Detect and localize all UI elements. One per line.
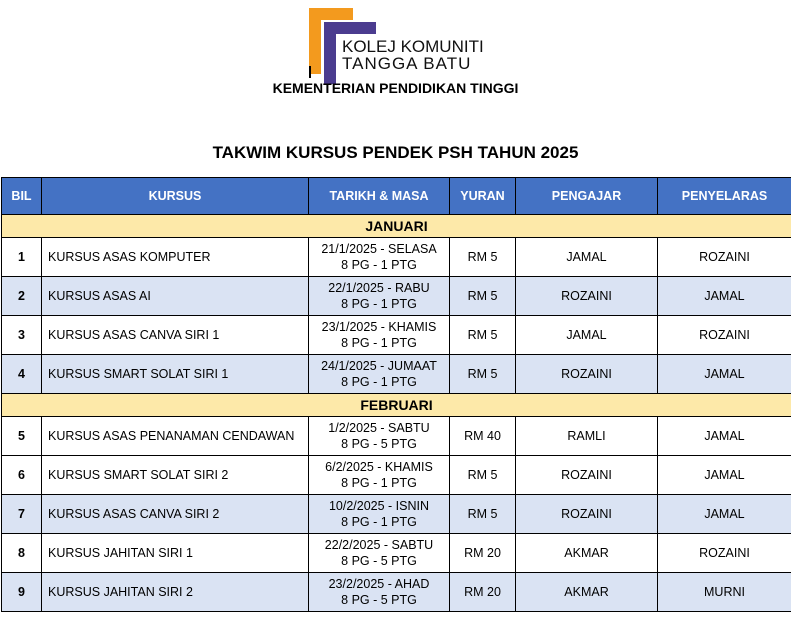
cell-bil: 7: [2, 495, 42, 534]
cell-bil: 1: [2, 238, 42, 277]
cell-tarikh-masa: [309, 355, 450, 394]
column-header-penyelaras: PENYELARAS: [658, 178, 791, 215]
table-body: [2, 215, 791, 612]
cell-pengajar: JAMAL: [516, 316, 658, 355]
month-row: [2, 394, 791, 417]
cell-tarikh: 10/2/2025 - ISNIN: [328, 499, 430, 513]
cell-penyelaras: ROZAINI: [658, 534, 791, 573]
logo-tick: [309, 66, 311, 78]
column-header-bil: BIL: [2, 178, 42, 215]
month-label: JANUARI: [2, 215, 791, 238]
cell-masa: 8 PG - 5 PTG: [341, 593, 417, 607]
cell-pengajar: ROZAINI: [516, 277, 658, 316]
cell-kursus: KURSUS ASAS PENANAMAN CENDAWAN: [42, 417, 309, 456]
cell-penyelaras: JAMAL: [658, 495, 791, 534]
cell-masa: 8 PG - 1 PTG: [341, 515, 417, 529]
cell-yuran: RM 5: [450, 238, 516, 277]
cell-tarikh-masa: [309, 238, 450, 277]
cell-kursus: KURSUS SMART SOLAT SIRI 1: [42, 355, 309, 394]
cell-masa: 8 PG - 1 PTG: [341, 258, 417, 272]
cell-yuran: RM 5: [450, 495, 516, 534]
cell-bil: 3: [2, 316, 42, 355]
cell-bil: 9: [2, 573, 42, 612]
cell-pengajar: AKMAR: [516, 534, 658, 573]
cell-kursus: KURSUS JAHITAN SIRI 2: [42, 573, 309, 612]
cell-penyelaras: ROZAINI: [658, 316, 791, 355]
cell-bil: 4: [2, 355, 42, 394]
cell-kursus: KURSUS JAHITAN SIRI 1: [42, 534, 309, 573]
cell-tarikh-masa: [309, 316, 450, 355]
cell-pengajar: RAMLI: [516, 417, 658, 456]
table-row: [2, 238, 791, 277]
cell-masa: 8 PG - 1 PTG: [341, 476, 417, 490]
cell-tarikh-masa: [309, 573, 450, 612]
table-row: [2, 573, 791, 612]
cell-masa: 8 PG - 1 PTG: [341, 375, 417, 389]
cell-tarikh: 1/2/2025 - SABTU: [328, 421, 430, 435]
cell-tarikh: 23/2/2025 - AHAD: [328, 577, 430, 591]
column-header-pengajar: PENGAJAR: [516, 178, 658, 215]
cell-pengajar: ROZAINI: [516, 495, 658, 534]
cell-bil: 8: [2, 534, 42, 573]
cell-pengajar: AKMAR: [516, 573, 658, 612]
cell-yuran: RM 40: [450, 417, 516, 456]
cell-tarikh-masa: [309, 534, 450, 573]
cell-tarikh: 22/1/2025 - RABU: [328, 281, 430, 295]
table-row: [2, 417, 791, 456]
cell-tarikh-masa: [309, 277, 450, 316]
cell-tarikh: 24/1/2025 - JUMAAT: [321, 359, 437, 373]
cell-pengajar: ROZAINI: [516, 456, 658, 495]
ministry-name: KEMENTERIAN PENDIDIKAN TINGGI: [272, 80, 519, 96]
column-header-kursus: KURSUS: [42, 178, 309, 215]
table-header-row: [2, 178, 791, 215]
logo-text-line2: TANGGA BATU: [342, 54, 472, 73]
cell-bil: 6: [2, 456, 42, 495]
cell-kursus: KURSUS ASAS CANVA SIRI 1: [42, 316, 309, 355]
cell-bil: 5: [2, 417, 42, 456]
table-row: [2, 316, 791, 355]
cell-tarikh: 23/1/2025 - KHAMIS: [321, 320, 437, 334]
cell-masa: 8 PG - 1 PTG: [341, 297, 417, 311]
cell-penyelaras: JAMAL: [658, 355, 791, 394]
logo-text-line1: KOLEJ KOMUNITI: [342, 37, 484, 56]
cell-tarikh-masa: [309, 417, 450, 456]
cell-pengajar: ROZAINI: [516, 355, 658, 394]
cell-masa: 8 PG - 5 PTG: [341, 437, 417, 451]
cell-yuran: RM 20: [450, 573, 516, 612]
cell-kursus: KURSUS SMART SOLAT SIRI 2: [42, 456, 309, 495]
cell-penyelaras: JAMAL: [658, 417, 791, 456]
column-header-tarikh: TARIKH & MASA: [309, 178, 450, 215]
cell-yuran: RM 5: [450, 355, 516, 394]
table-row: [2, 534, 791, 573]
cell-penyelaras: JAMAL: [658, 456, 791, 495]
cell-kursus: KURSUS ASAS AI: [42, 277, 309, 316]
cell-kursus: KURSUS ASAS KOMPUTER: [42, 238, 309, 277]
cell-tarikh: 21/1/2025 - SELASA: [321, 242, 437, 256]
cell-tarikh-masa: [309, 495, 450, 534]
column-header-yuran: YURAN: [450, 178, 516, 215]
cell-pengajar: JAMAL: [516, 238, 658, 277]
table-row: [2, 355, 791, 394]
cell-penyelaras: MURNI: [658, 573, 791, 612]
table-row: [2, 277, 791, 316]
cell-tarikh: 22/2/2025 - SABTU: [324, 538, 434, 552]
cell-bil: 2: [2, 277, 42, 316]
college-logo: [309, 8, 509, 83]
month-row: [2, 215, 791, 238]
cell-tarikh-masa: [309, 456, 450, 495]
table-row: [2, 495, 791, 534]
cell-penyelaras: JAMAL: [658, 277, 791, 316]
cell-yuran: RM 20: [450, 534, 516, 573]
cell-yuran: RM 5: [450, 456, 516, 495]
page-title: TAKWIM KURSUS PENDEK PSH TAHUN 2025: [212, 143, 579, 162]
cell-yuran: RM 5: [450, 316, 516, 355]
cell-masa: 8 PG - 1 PTG: [341, 336, 417, 350]
month-label: FEBRUARI: [2, 394, 791, 417]
cell-masa: 8 PG - 5 PTG: [341, 554, 417, 568]
cell-penyelaras: ROZAINI: [658, 238, 791, 277]
cell-tarikh: 6/2/2025 - KHAMIS: [325, 460, 433, 474]
table-row: [2, 456, 791, 495]
cell-kursus: KURSUS ASAS CANVA SIRI 2: [42, 495, 309, 534]
course-calendar-table: [1, 177, 791, 612]
cell-yuran: RM 5: [450, 277, 516, 316]
